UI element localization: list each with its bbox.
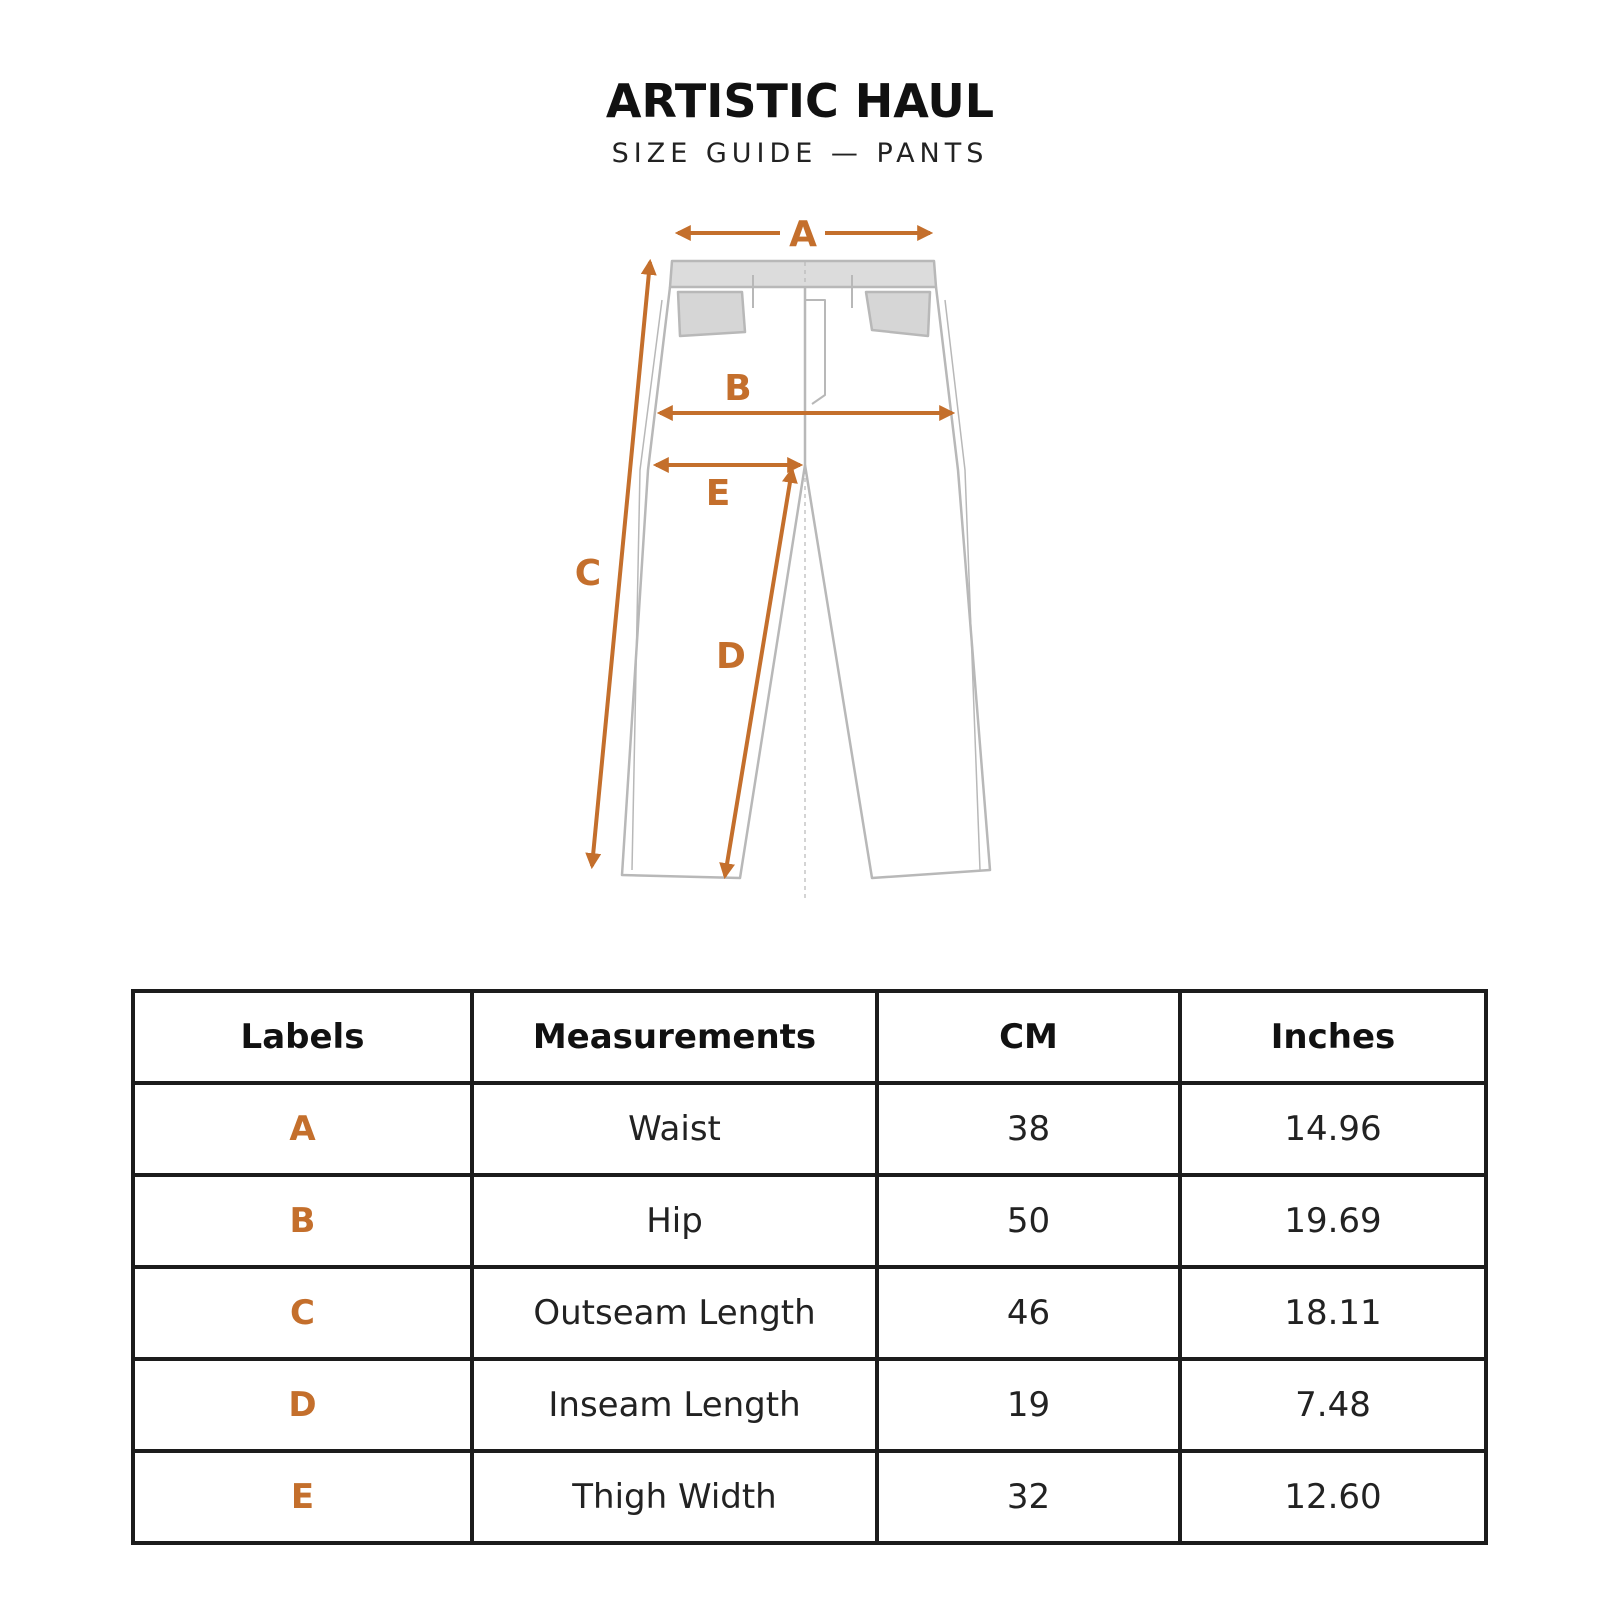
row-inches: 7.48 [1180,1359,1486,1451]
diagram-label-d: D [716,636,746,677]
diagram-label-b: B [724,368,752,409]
diagram-label-a: A [789,214,817,255]
pants-fly [805,300,825,404]
row-inches: 19.69 [1180,1175,1486,1267]
row-cm: 32 [877,1451,1180,1543]
header-measurements: Measurements [472,991,877,1083]
table-row [133,1175,1486,1267]
row-cm: 46 [877,1267,1180,1359]
diagram-label-e: E [705,473,731,514]
row-inches: 12.60 [1180,1451,1486,1543]
table-header-row [133,991,1486,1083]
row-inches: 14.96 [1180,1083,1486,1175]
row-cm: 38 [877,1083,1180,1175]
table-row [133,1083,1486,1175]
row-measurement: Waist [472,1083,877,1175]
diagram-label-c: C [574,553,602,594]
row-measurement: Outseam Length [472,1267,877,1359]
pants-right-leg-inner [945,300,980,870]
row-measurement: Thigh Width [472,1451,877,1543]
page-subtitle: SIZE GUIDE — PANTS [611,138,989,169]
pants-right-leg [805,287,990,878]
row-label: E [133,1451,472,1543]
row-label: A [133,1083,472,1175]
row-label: B [133,1175,472,1267]
pants-outline [622,261,990,900]
pants-left-pocket [678,292,745,336]
size-table [131,989,1488,1545]
row-measurement: Hip [472,1175,877,1267]
header-labels: Labels [133,991,472,1083]
table-row [133,1451,1486,1543]
row-inches: 18.11 [1180,1267,1486,1359]
row-label: D [133,1359,472,1451]
table-row [133,1359,1486,1451]
header-cm: CM [877,991,1180,1083]
row-label: C [133,1267,472,1359]
pants-left-leg [622,287,805,878]
pants-right-pocket [866,292,930,336]
row-measurement: Inseam Length [472,1359,877,1451]
row-cm: 50 [877,1175,1180,1267]
header-inches: Inches [1180,991,1486,1083]
row-cm: 19 [877,1359,1180,1451]
pants-waistband [670,261,936,287]
brand-title: ARTISTIC HAUL [605,74,995,128]
table-row [133,1267,1486,1359]
